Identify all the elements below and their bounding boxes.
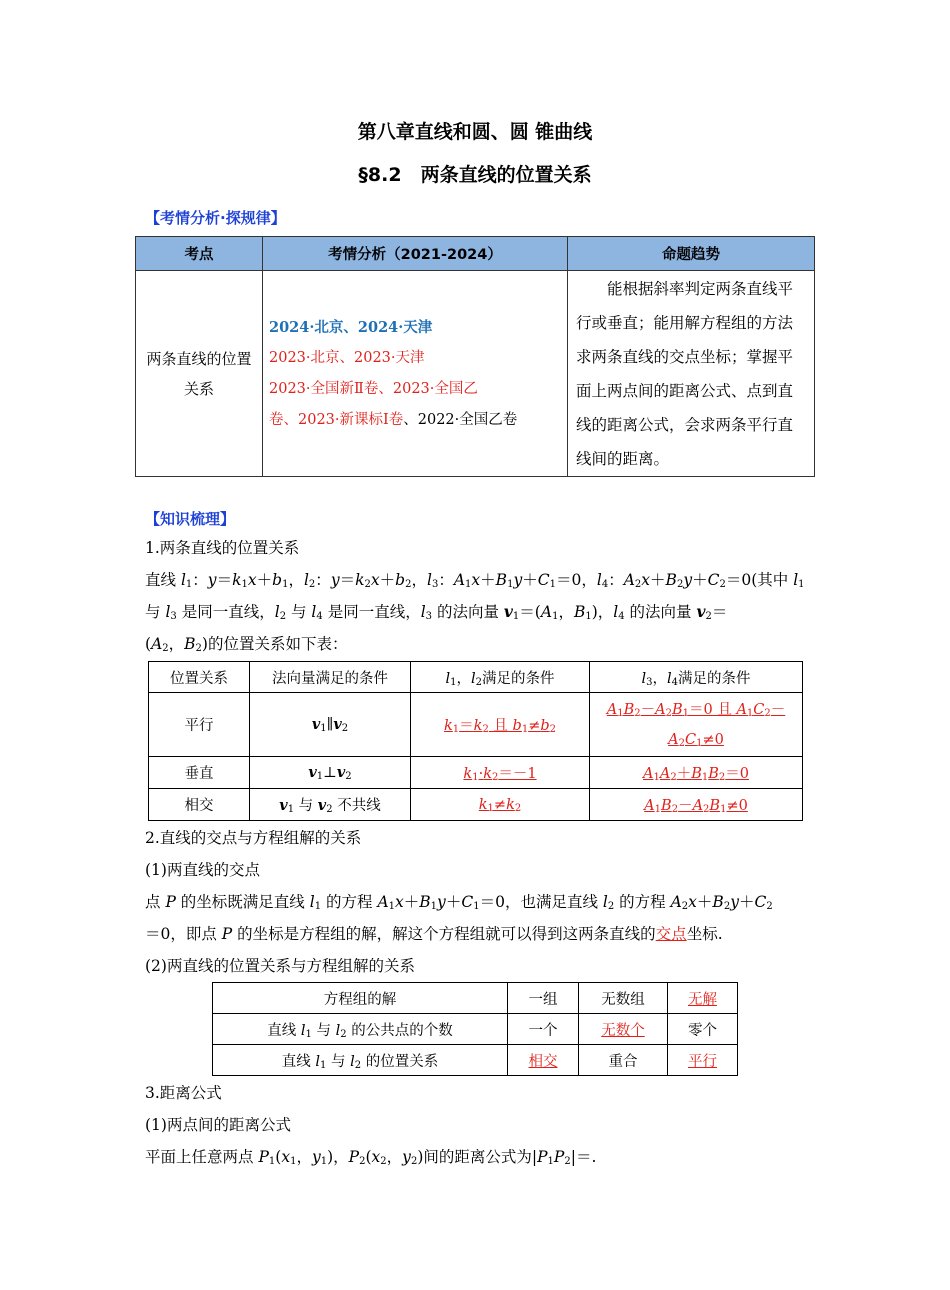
section-title: §8.2 两条直线的位置关系 <box>358 164 592 186</box>
analysis-line-2023b: 2023·全国新Ⅱ卷、2023·全国乙 <box>269 380 478 397</box>
pos-intersect-l12: $k_1\ne k_2$ <box>411 789 590 821</box>
relation-parallel: 平行 <box>668 1045 738 1076</box>
section-3-title: 3.距离公式 <box>145 1084 222 1102</box>
sol-header-common: 直线 $l_1$ 与 $l_2$ 的公共点的个数 <box>213 1014 508 1045</box>
analysis-line-2023a: 2023·北京、2023·天津 <box>269 349 425 366</box>
exam-analysis-heading: 【考情分析·探规律】 <box>145 209 286 227</box>
common-infinite: 无数个 <box>579 1014 668 1045</box>
topic-cell: 两条直线的位置关系 <box>136 271 263 477</box>
section-2-2: (2)两直线的位置关系与方程组解的关系 <box>145 957 415 975</box>
pos-parallel-l12: $k_1=k_2$ 且 $b_1\ne b_2$ <box>411 693 590 757</box>
pos-row-parallel: 平行 <box>149 693 250 757</box>
pos-intersect-l34: $A_1B_2-A_2B_1\ne 0$ <box>590 789 803 821</box>
para-distance: 平面上任意两点 $P_1(x_1$，$y_1$)，$P_2(x_2$，$y_2$)间的距离公式为$|P_1P_2|=$. <box>145 1148 597 1167</box>
para-lines-1: 直线 $l_1$：$y=k_1x+b_1$，$l_2$：$y=k_2x+b_2$，$l_3$：$A_1x+B_1y+C_1=0$，$l_4$：$A_2x+B_2y+C_2=0$(其中 $l_1$ <box>145 571 805 590</box>
pos-parallel-l34: $A_1B_2-A_2B_1=0$ 且 $A_1C_2-$ $A_2C_1\ne 0$ <box>590 693 803 757</box>
pos-header-rel: 位置关系 <box>149 662 250 693</box>
header-trend: 命题趋势 <box>568 237 815 271</box>
sol-none: 无解 <box>668 983 738 1014</box>
pos-perp-l12: $k_1\cdot k_2=-1$ <box>411 757 590 789</box>
chapter-title: 第八章直线和圆、圆 锥曲线 <box>357 121 593 143</box>
section-1-title: 1.两条直线的位置关系 <box>145 539 300 557</box>
pos-header-l12: $l_1$，$l_2$满足的条件 <box>411 662 590 693</box>
exam-analysis-table <box>135 236 815 477</box>
sol-header-solution: 方程组的解 <box>213 983 508 1014</box>
sol-header-relation: 直线 $l_1$ 与 $l_2$ 的位置关系 <box>213 1045 508 1076</box>
header-topic: 考点 <box>136 237 263 271</box>
sol-infinite: 无数组 <box>579 983 668 1014</box>
pos-header-normal: 法向量满足的条件 <box>250 662 411 693</box>
para-intersection-2: ＝0，即点 P 的坐标是方程组的解，解这个方程组就可以得到这两条直线的交点坐标. <box>145 925 723 943</box>
solution-table <box>212 982 738 1076</box>
para-lines-2: 与 $l_3$ 是同一直线，$l_2$ 与 $l_4$ 是同一直线，$l_3$ 的法向量 $v_1=(A_1$，$B_1$)，$l_4$ 的法向量 $v_2=$ <box>145 602 728 622</box>
common-one: 一个 <box>508 1014 579 1045</box>
pos-row-intersect: 相交 <box>149 789 250 821</box>
sol-one: 一组 <box>508 983 579 1014</box>
para-intersection-1: 点 P 的坐标既满足直线 $l_1$ 的方程 $A_1x+B_1y+C_1=0$，也满足直线 $l_2$ 的方程 $A_2x+B_2y+C_2$ <box>145 893 773 912</box>
pos-parallel-normal: $v_1\parallel v_2$ <box>250 693 411 757</box>
pos-header-l34: $l_3$，$l_4$满足的条件 <box>590 662 803 693</box>
relation-intersect: 相交 <box>508 1045 579 1076</box>
analysis-cell <box>263 271 568 477</box>
position-table <box>148 661 803 821</box>
analysis-line-2023c: 卷、2023·新课标Ⅰ卷、2022·全国乙卷 <box>269 411 518 428</box>
analysis-line-2024: 2024·北京、2024·天津 <box>269 318 433 336</box>
common-zero: 零个 <box>668 1014 738 1045</box>
intersection-word: 交点 <box>655 925 687 943</box>
knowledge-heading: 【知识梳理】 <box>145 510 236 528</box>
section-3-1: (1)两点间的距离公式 <box>145 1116 291 1134</box>
pos-row-perpendicular: 垂直 <box>149 757 250 789</box>
section-2-title: 2.直线的交点与方程组解的关系 <box>145 829 362 847</box>
trend-cell: 能根据斜率判定两条直线平行或垂直；能用解方程组的方法求两条直线的交点坐标；掌握平面上两点间的距离公式、点到直线的距离公式，会求两条平行直线间的距离。 <box>568 271 815 477</box>
relation-coincide: 重合 <box>579 1045 668 1076</box>
section-2-1: (1)两直线的交点 <box>145 861 260 879</box>
pos-perp-l34: $A_1A_2+B_1B_2=0$ <box>590 757 803 789</box>
pos-intersect-normal: $v_1$ 与 $v_2$ 不共线 <box>250 789 411 821</box>
header-analysis: 考情分析（2021-2024） <box>263 237 568 271</box>
pos-perp-normal: $v_1\perp v_2$ <box>250 757 411 789</box>
para-lines-3: ($A_2$，$B_2$)的位置关系如下表： <box>145 635 348 654</box>
